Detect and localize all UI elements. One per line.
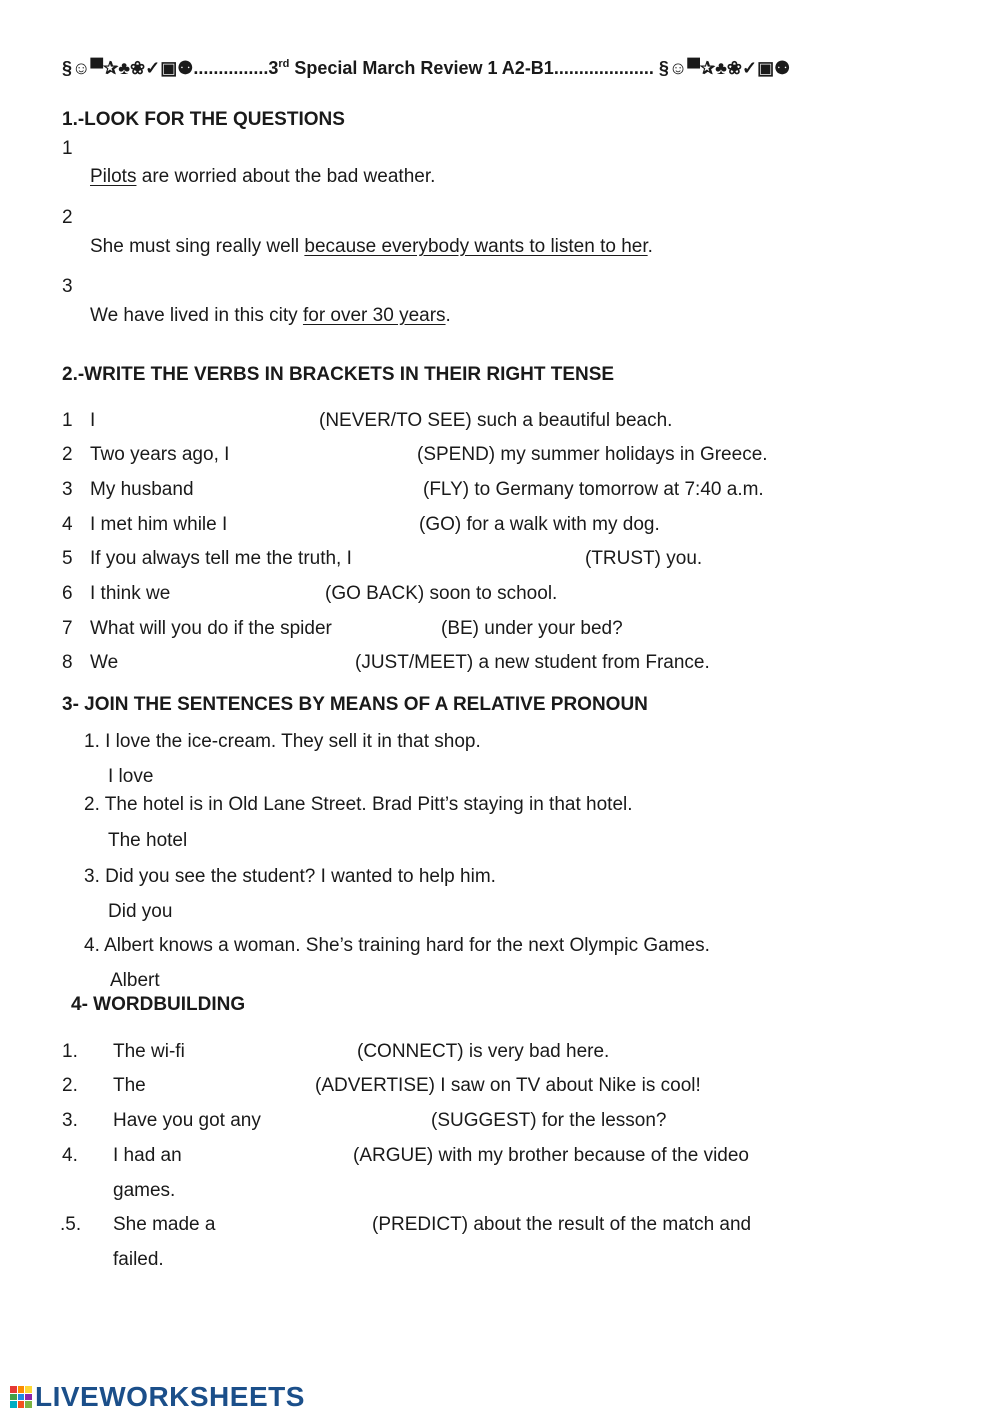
logo-square: [25, 1401, 32, 1408]
section2-heading: 2.-WRITE THE VERBS IN BRACKETS IN THEIR RIGHT TENSE: [62, 364, 615, 385]
exercise-text-before: Two years ago, I: [90, 444, 230, 465]
exercise-text-after: (TRUST) you.: [585, 548, 703, 569]
question-sentence: [90, 165, 435, 189]
exercise-text-before: We: [90, 652, 119, 673]
exercise-number: 6: [62, 583, 73, 604]
join-answer-start: I love: [108, 766, 154, 787]
exercise-text-before: If you always tell me the truth, I: [90, 548, 352, 569]
underlined-phrase: because everybody wants to listen to her: [304, 236, 648, 257]
exercise-number: 7: [62, 618, 73, 639]
exercise-text-after: (BE) under your bed?: [441, 618, 623, 639]
exercise-text-before: My husband: [90, 479, 194, 500]
sentence-rest: are worried about the bad weather.: [136, 166, 436, 187]
wordbuilding-text-before: She made a: [113, 1214, 216, 1235]
exercise-text-before: I: [90, 410, 96, 431]
logo-text: LIVEWORKSHEETS: [35, 1381, 305, 1412]
exercise-text-after: (NEVER/TO SEE) such a beautiful beach.: [319, 410, 673, 431]
exercise-number: 3: [62, 479, 73, 500]
wordbuilding-number: .5.: [60, 1214, 82, 1235]
sentence-after: .: [647, 236, 653, 257]
join-prompt: 2. The hotel is in Old Lane Street. Brad Pitt’s staying in that hotel.: [84, 794, 633, 815]
sentence-before: We have lived in this city: [90, 305, 303, 326]
exercise-text-after: (SPEND) my summer holidays in Greece.: [417, 444, 768, 465]
dingbats-right-icon: §☺▀✰♣❀✓▣⚉: [658, 58, 791, 78]
exercise-text-before: What will you do if the spider: [90, 618, 332, 639]
title-ordinal: 3: [268, 58, 279, 78]
wordbuilding-text-before: Have you got any: [113, 1110, 261, 1131]
exercise-text-after: (JUST/MEET) a new student from France.: [355, 652, 710, 673]
title-dots-right: ....................: [553, 58, 654, 78]
section4-heading: 4- WORDBUILDING: [71, 994, 246, 1015]
join-answer-start: Albert: [110, 970, 160, 991]
wordbuilding-number: 4.: [62, 1145, 78, 1166]
exercise-number: 5: [62, 548, 73, 569]
join-prompt: 3. Did you see the student? I wanted to help him.: [84, 866, 496, 887]
logo-square: [18, 1394, 25, 1401]
exercise-number: 1: [62, 410, 73, 431]
wordbuilding-text-after: (SUGGEST) for the lesson?: [431, 1110, 667, 1131]
wordbuilding-number: 1.: [62, 1041, 78, 1062]
wordbuilding-number: 2.: [62, 1075, 78, 1096]
logo-square: [18, 1401, 25, 1408]
join-answer-start: The hotel: [108, 830, 188, 851]
wordbuilding-text-before: The: [113, 1075, 146, 1096]
exercise-text-after: (FLY) to Germany tomorrow at 7:40 a.m.: [423, 479, 764, 500]
exercise-text-after: (GO BACK) soon to school.: [325, 583, 558, 604]
title-ordinal-suffix: rd: [278, 58, 290, 70]
exercise-number: 2: [62, 444, 73, 465]
title-dots-left: ...............: [193, 58, 269, 78]
title-text: Special March Review 1 A2-B1: [289, 58, 554, 78]
wordbuilding-number: 3.: [62, 1110, 78, 1131]
logo-square: [10, 1386, 17, 1393]
logo-square: [10, 1401, 17, 1408]
wordbuilding-continuation: games.: [113, 1180, 176, 1201]
exercise-number: 4: [62, 514, 73, 535]
wordbuilding-text-after: (ARGUE) with my brother because of the video: [353, 1145, 750, 1166]
logo-square: [10, 1394, 17, 1401]
exercise-number: 8: [62, 652, 73, 673]
sentence-before: She must sing really well: [90, 236, 305, 257]
question-number: 3: [62, 276, 73, 297]
exercise-text-after: (GO) for a walk with my dog.: [419, 514, 660, 535]
wordbuilding-text-after: (PREDICT) about the result of the match and: [372, 1214, 752, 1235]
underlined-phrase: Pilots: [90, 166, 137, 187]
section1-heading: 1.-LOOK FOR THE QUESTIONS: [62, 109, 345, 130]
wordbuilding-text-before: The wi-fi: [113, 1041, 185, 1062]
question-number: 2: [62, 207, 73, 228]
wordbuilding-text-after: (ADVERTISE) I saw on TV about Nike is cool!: [315, 1075, 701, 1096]
logo-square: [25, 1386, 32, 1393]
wordbuilding-text-after: (CONNECT) is very bad here.: [357, 1041, 610, 1062]
worksheet-title: [62, 58, 942, 86]
join-prompt: 4. Albert knows a woman. She’s training hard for the next Olympic Games.: [84, 935, 710, 956]
section3-heading: 3- JOIN THE SENTENCES BY MEANS OF A RELATIVE PRONOUN: [62, 694, 648, 715]
dingbats-left-icon: §☺▀✰♣❀✓▣⚉: [62, 58, 194, 78]
liveworksheets-logo[interactable]: [10, 1380, 305, 1414]
question-sentence: [90, 304, 451, 328]
underlined-phrase: for over 30 years: [302, 305, 446, 326]
sentence-after: .: [445, 305, 451, 326]
exercise-text-before: I think we: [90, 583, 171, 604]
wordbuilding-text-before: I had an: [113, 1145, 182, 1166]
logo-square: [25, 1394, 32, 1401]
question-sentence: [90, 235, 653, 259]
logo-grid-icon: [10, 1386, 32, 1408]
logo-square: [18, 1386, 25, 1393]
wordbuilding-continuation: failed.: [113, 1249, 164, 1270]
join-prompt: 1. I love the ice-cream. They sell it in that shop.: [84, 731, 481, 752]
exercise-text-before: I met him while I: [90, 514, 228, 535]
question-number: 1: [62, 138, 73, 159]
join-answer-start: Did you: [108, 901, 173, 922]
